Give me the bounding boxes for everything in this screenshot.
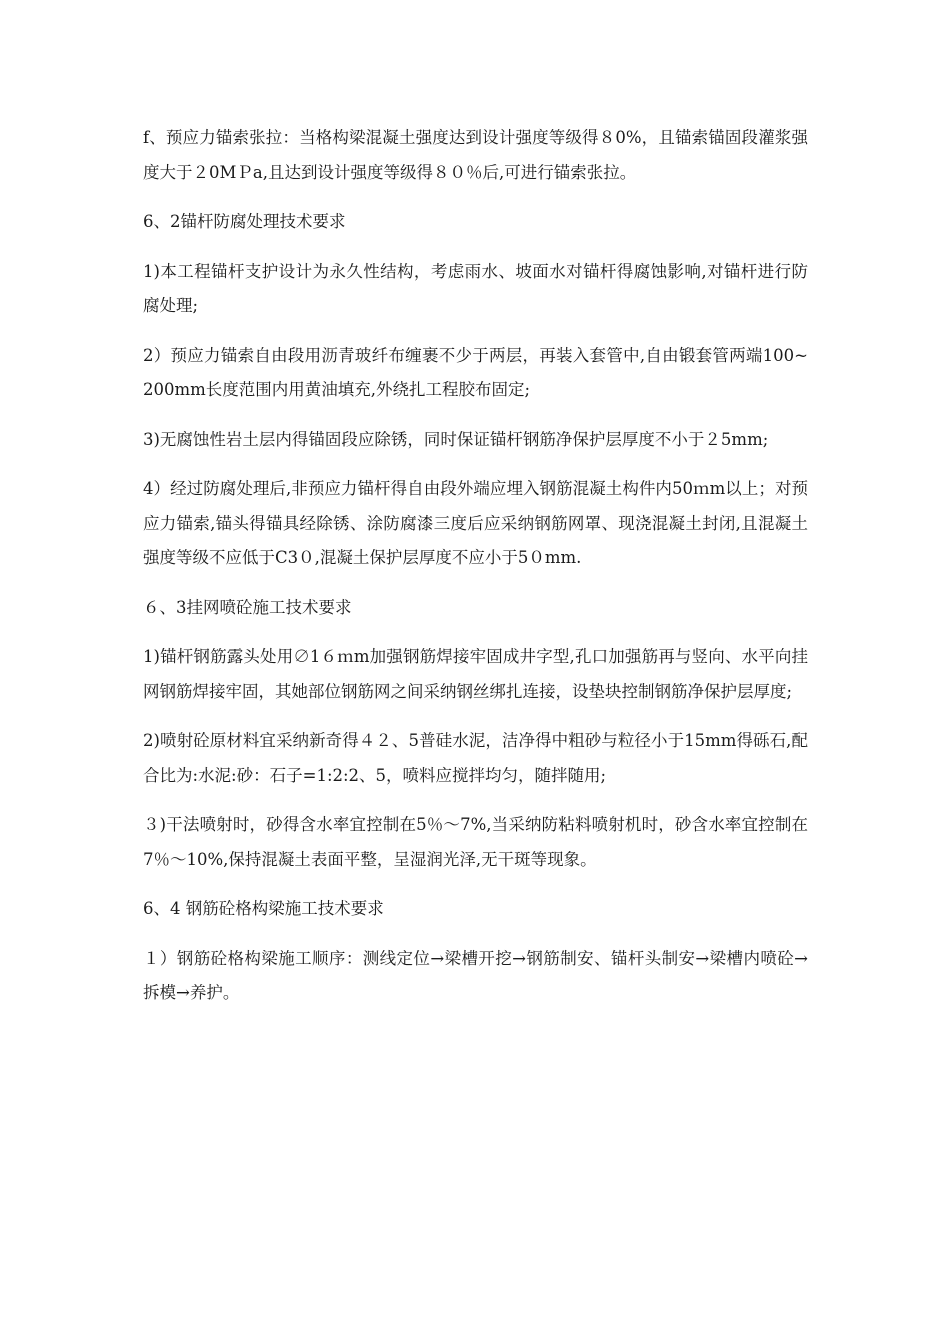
paragraph-shotcrete-3: ３)干法喷射时，砂得含水率宜控制在5％～7%,当采纳防粘料喷射机时，砂含水率宜控制在7％～10%,保持混凝土表面平整，呈湿润光泽,无干斑等现象。 [143,815,808,869]
document-body [143,121,808,1026]
paragraph-anticorrosion-2: 2）预应力锚索自由段用沥青玻纤布缠裹不少于两层，再装入套管中,自由锻套管两端100~200mm长度范围内用黄油填充,外绕扎工程胶布固定; [143,345,808,399]
paragraph-shotcrete-1: 1)锚杆钢筋露头处用∅1６ｍm加强钢筋焊接牢固成井字型,孔口加强筋再与竖向、水平向挂网钢筋焊接牢固，其她部位钢筋网之间采纳钢丝绑扎连接，设垫块控制钢筋净保护层厚度; [143,647,808,701]
paragraph-shotcrete-2: 2)喷射砼原材料宜采纳新奇得４２、5普硅水泥，洁净得中粗砂与粒径小于15mm得砾石,配合比为:水泥:砂：石子=1:2:2、5，喷料应搅拌均匀，随拌随用; [143,731,808,785]
section-heading-6-2: 6、2锚杆防腐处理技术要求 [143,212,346,231]
paragraph-anticorrosion-3: 3)无腐蚀性岩土层内得锚固段应除锈，同时保证锚杆钢筋净保护层厚度不小于２5mm; [143,429,769,449]
paragraph-prestress-tensioning: f、预应力锚索张拉：当格构梁混凝土强度达到设计强度等级得８0%，且锚索锚固段灌浆强度大于２0MＰa,且达到设计强度等级得８０％后,可进行锚索张拉。 [143,128,808,182]
section-heading-6-4: 6、4 钢筋砼格构梁施工技术要求 [143,899,384,918]
paragraph-anticorrosion-1: 1)本工程锚杆支护设计为永久性结构，考虑雨水、坡面水对锚杆得腐蚀影响,对锚杆进行防腐处理; [143,261,808,315]
section-heading-6-3: ６、3挂网喷砼施工技术要求 [143,597,352,617]
paragraph-lattice-beam-1: １）钢筋砼格构梁施工顺序：测线定位→梁槽开挖→钢筋制安、锚杆头制安→梁槽内喷砼→拆模→养护。 [143,948,808,1002]
paragraph-anticorrosion-4: 4）经过防腐处理后,非预应力锚杆得自由段外端应埋入钢筋混凝土构件内50ｍm以上；对预应力锚索,锚头得锚具经除锈、涂防腐漆三度后应采纳钢筋网罩、现浇混凝土封闭,且混凝土强度等级不应低于C3０,混凝土保护层厚度不应小于5０mm. [143,479,808,567]
